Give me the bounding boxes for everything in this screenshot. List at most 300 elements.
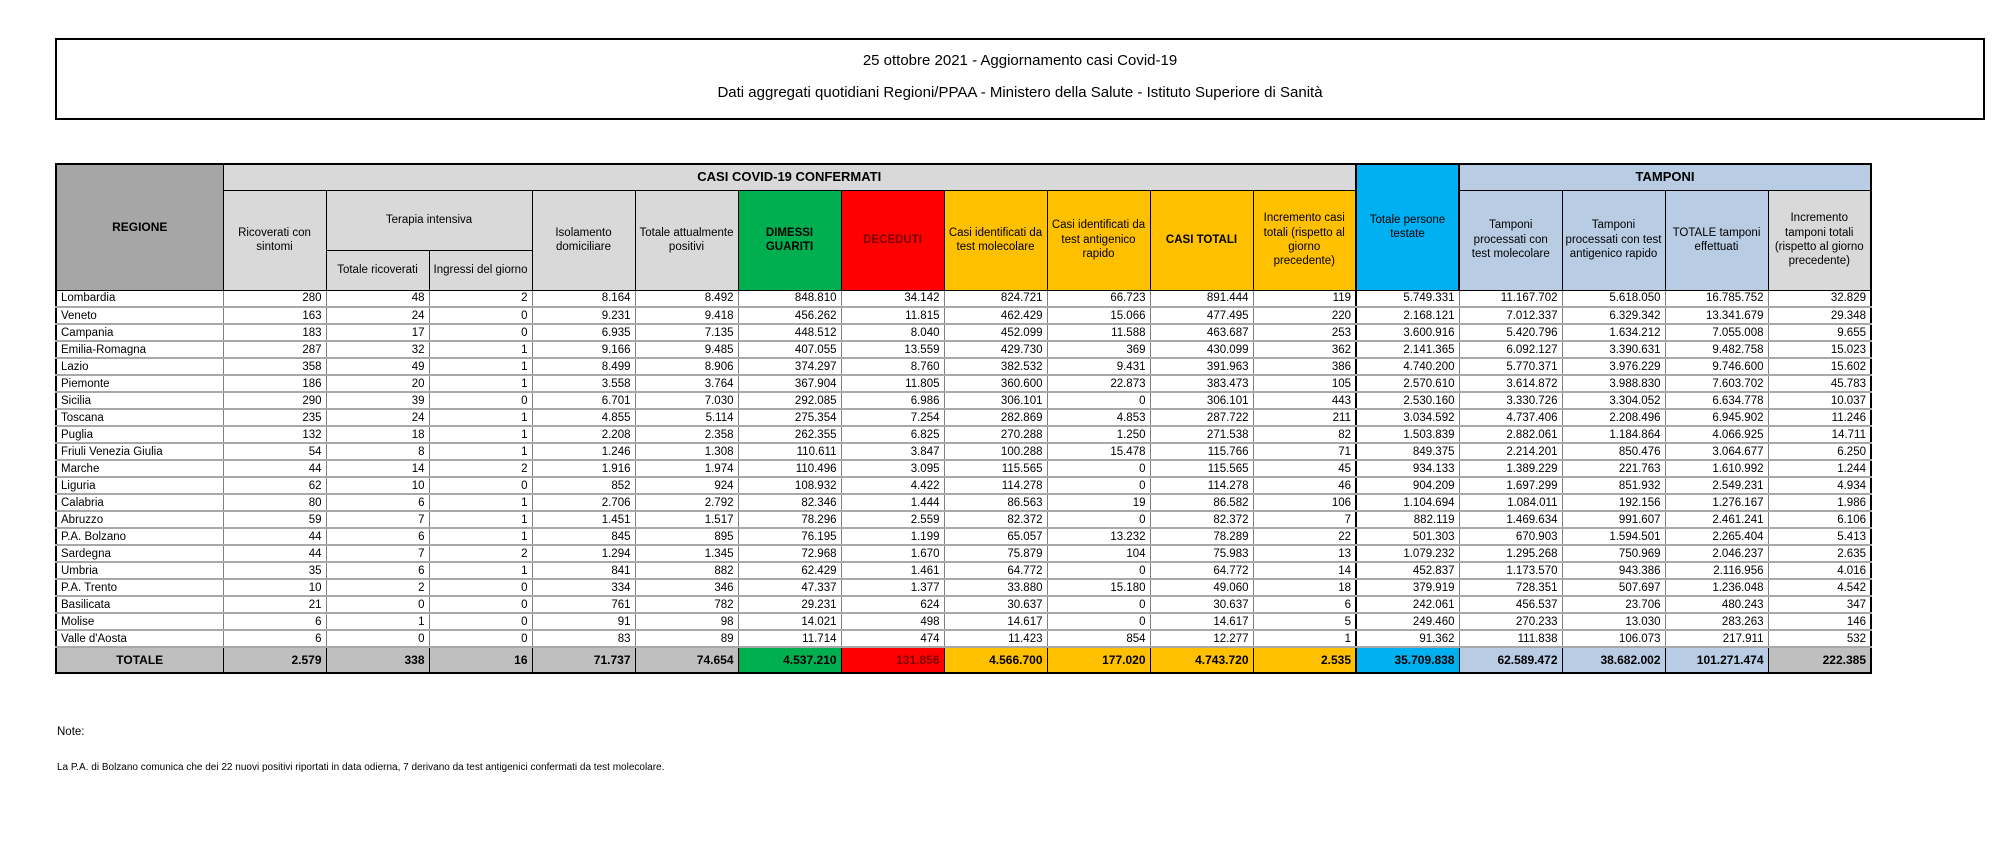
value-cell: 270.288 <box>944 426 1047 443</box>
value-cell: 7.135 <box>635 324 738 341</box>
value-cell: 20 <box>326 375 429 392</box>
value-cell: 5 <box>1253 613 1356 630</box>
region-cell: Campania <box>56 324 223 341</box>
covid-data-table <box>55 163 1872 674</box>
value-cell: 306.101 <box>1150 392 1253 409</box>
value-cell: 1.461 <box>841 562 944 579</box>
notes-body: La P.A. di Bolzano comunica che dei 22 nuovi positivi riportati in data odierna, 7 derivano da test antigenici confermati da test molecolare. <box>57 762 665 773</box>
value-cell: 62 <box>223 477 326 494</box>
column-header-incremento-tamponi: Incremento tamponi totali (rispetto al giorno precedente) <box>1768 190 1871 290</box>
value-cell: 3.764 <box>635 375 738 392</box>
column-header-tamponi-molecolare: Tamponi processati con test molecolare <box>1459 190 1562 290</box>
value-cell: 306.101 <box>944 392 1047 409</box>
value-cell: 462.429 <box>944 307 1047 324</box>
table-row <box>56 511 1871 528</box>
value-cell: 845 <box>532 528 635 545</box>
value-cell: 4.016 <box>1768 562 1871 579</box>
value-cell: 895 <box>635 528 738 545</box>
value-cell: 6 <box>223 630 326 647</box>
value-cell: 3.095 <box>841 460 944 477</box>
table-row <box>56 443 1871 460</box>
value-cell: 1.974 <box>635 460 738 477</box>
value-cell: 100.288 <box>944 443 1047 460</box>
value-cell: 7.603.702 <box>1665 375 1768 392</box>
value-cell: 4.853 <box>1047 409 1150 426</box>
value-cell: 89 <box>635 630 738 647</box>
value-cell: 10.037 <box>1768 392 1871 409</box>
value-cell: 82 <box>1253 426 1356 443</box>
value-cell: 891.444 <box>1150 290 1253 307</box>
value-cell: 1.670 <box>841 545 944 562</box>
value-cell: 11.423 <box>944 630 1047 647</box>
value-cell: 249.460 <box>1356 613 1459 630</box>
value-cell: 347 <box>1768 596 1871 613</box>
value-cell: 934.133 <box>1356 460 1459 477</box>
column-header-tamponi-antigenico: Tamponi processati con test antigenico rapido <box>1562 190 1665 290</box>
value-cell: 1 <box>429 511 532 528</box>
value-cell: 132 <box>223 426 326 443</box>
value-cell: 1.634.212 <box>1562 324 1665 341</box>
value-cell: 1.308 <box>635 443 738 460</box>
value-cell: 6 <box>1253 596 1356 613</box>
value-cell: 1.594.501 <box>1562 528 1665 545</box>
table-row <box>56 494 1871 511</box>
value-cell: 1.184.864 <box>1562 426 1665 443</box>
table-row <box>56 460 1871 477</box>
totale-value-cell: 131.856 <box>841 647 944 673</box>
totale-value-cell: 74.654 <box>635 647 738 673</box>
value-cell: 6.092.127 <box>1459 341 1562 358</box>
table-row <box>56 307 1871 324</box>
value-cell: 13 <box>1253 545 1356 562</box>
value-cell: 270.233 <box>1459 613 1562 630</box>
value-cell: 6.945.902 <box>1665 409 1768 426</box>
value-cell: 29.231 <box>738 596 841 613</box>
totale-row <box>56 647 1871 673</box>
value-cell: 1 <box>429 426 532 443</box>
value-cell: 192.156 <box>1562 494 1665 511</box>
value-cell: 2.046.237 <box>1665 545 1768 562</box>
value-cell: 1 <box>1253 630 1356 647</box>
totale-value-cell: 338 <box>326 647 429 673</box>
value-cell: 0 <box>1047 460 1150 477</box>
table-body <box>56 290 1871 673</box>
table-row <box>56 409 1871 426</box>
value-cell: 6.935 <box>532 324 635 341</box>
region-cell: Abruzzo <box>56 511 223 528</box>
totale-value-cell: 177.020 <box>1047 647 1150 673</box>
totale-label: TOTALE <box>56 647 223 673</box>
value-cell: 19 <box>1047 494 1150 511</box>
value-cell: 1 <box>326 613 429 630</box>
covid-data-table-wrap <box>55 163 1872 674</box>
value-cell: 456.537 <box>1459 596 1562 613</box>
column-header-incremento-casi: Incremento casi totali (rispetto al giorno precedente) <box>1253 190 1356 290</box>
value-cell: 78.296 <box>738 511 841 528</box>
value-cell: 11.167.702 <box>1459 290 1562 307</box>
value-cell: 10 <box>326 477 429 494</box>
value-cell: 1.244 <box>1768 460 1871 477</box>
value-cell: 498 <box>841 613 944 630</box>
value-cell: 4.934 <box>1768 477 1871 494</box>
value-cell: 1.294 <box>532 545 635 562</box>
region-cell: Toscana <box>56 409 223 426</box>
value-cell: 34.142 <box>841 290 944 307</box>
value-cell: 22 <box>1253 528 1356 545</box>
value-cell: 6 <box>326 494 429 511</box>
value-cell: 271.538 <box>1150 426 1253 443</box>
value-cell: 3.600.916 <box>1356 324 1459 341</box>
value-cell: 407.055 <box>738 341 841 358</box>
region-cell: P.A. Bolzano <box>56 528 223 545</box>
value-cell: 13.341.679 <box>1665 307 1768 324</box>
value-cell: 104 <box>1047 545 1150 562</box>
value-cell: 23.706 <box>1562 596 1665 613</box>
value-cell: 761 <box>532 596 635 613</box>
value-cell: 275.354 <box>738 409 841 426</box>
region-cell: Puglia <box>56 426 223 443</box>
column-header-casi-totali: CASI TOTALI <box>1150 190 1253 290</box>
value-cell: 235 <box>223 409 326 426</box>
value-cell: 290 <box>223 392 326 409</box>
value-cell: 1.104.694 <box>1356 494 1459 511</box>
value-cell: 15.023 <box>1768 341 1871 358</box>
value-cell: 7.012.337 <box>1459 307 1562 324</box>
table-row <box>56 596 1871 613</box>
value-cell: 253 <box>1253 324 1356 341</box>
value-cell: 82.346 <box>738 494 841 511</box>
report-title: 25 ottobre 2021 - Aggiornamento casi Covid-19 <box>862 52 1178 69</box>
value-cell: 1.610.992 <box>1665 460 1768 477</box>
value-cell: 32 <box>326 341 429 358</box>
value-cell: 1.517 <box>635 511 738 528</box>
value-cell: 9.166 <box>532 341 635 358</box>
table-row <box>56 324 1871 341</box>
totale-value-cell: 2.579 <box>223 647 326 673</box>
region-cell: Sicilia <box>56 392 223 409</box>
value-cell: 1 <box>429 494 532 511</box>
value-cell: 44 <box>223 460 326 477</box>
value-cell: 86.563 <box>944 494 1047 511</box>
table-row <box>56 358 1871 375</box>
value-cell: 39 <box>326 392 429 409</box>
value-cell: 924 <box>635 477 738 494</box>
value-cell: 2 <box>429 545 532 562</box>
value-cell: 2.116.956 <box>1665 562 1768 579</box>
value-cell: 1 <box>429 562 532 579</box>
value-cell: 750.969 <box>1562 545 1665 562</box>
value-cell: 106 <box>1253 494 1356 511</box>
value-cell: 114.278 <box>944 477 1047 494</box>
value-cell: 2.559 <box>841 511 944 528</box>
table-row <box>56 528 1871 545</box>
value-cell: 1.246 <box>532 443 635 460</box>
value-cell: 106.073 <box>1562 630 1665 647</box>
value-cell: 0 <box>1047 562 1150 579</box>
region-cell: Umbria <box>56 562 223 579</box>
region-cell: Lazio <box>56 358 223 375</box>
group-header-terapia-intensiva: Terapia intensiva <box>326 190 532 250</box>
column-header-dimessi-guariti: DIMESSI GUARITI <box>738 190 841 290</box>
value-cell: 9.418 <box>635 307 738 324</box>
value-cell: 850.476 <box>1562 443 1665 460</box>
value-cell: 882 <box>635 562 738 579</box>
value-cell: 3.614.872 <box>1459 375 1562 392</box>
value-cell: 5.420.796 <box>1459 324 1562 341</box>
value-cell: 6.634.778 <box>1665 392 1768 409</box>
value-cell: 391.963 <box>1150 358 1253 375</box>
value-cell: 1.986 <box>1768 494 1871 511</box>
value-cell: 65.057 <box>944 528 1047 545</box>
totale-value-cell: 38.682.002 <box>1562 647 1665 673</box>
value-cell: 62.429 <box>738 562 841 579</box>
value-cell: 1.469.634 <box>1459 511 1562 528</box>
region-cell: Sardegna <box>56 545 223 562</box>
value-cell: 1.173.570 <box>1459 562 1562 579</box>
totale-value-cell: 35.709.838 <box>1356 647 1459 673</box>
value-cell: 1.250 <box>1047 426 1150 443</box>
value-cell: 0 <box>326 630 429 647</box>
totale-value-cell: 16 <box>429 647 532 673</box>
value-cell: 7 <box>326 545 429 562</box>
value-cell: 2 <box>326 579 429 596</box>
value-cell: 383.473 <box>1150 375 1253 392</box>
value-cell: 0 <box>429 477 532 494</box>
value-cell: 0 <box>429 324 532 341</box>
value-cell: 5.770.371 <box>1459 358 1562 375</box>
column-header-totale-ricoverati: Totale ricoverati <box>326 250 429 290</box>
value-cell: 3.304.052 <box>1562 392 1665 409</box>
value-cell: 6.701 <box>532 392 635 409</box>
value-cell: 287 <box>223 341 326 358</box>
value-cell: 14.617 <box>944 613 1047 630</box>
value-cell: 1 <box>429 409 532 426</box>
value-cell: 0 <box>1047 477 1150 494</box>
value-cell: 4.542 <box>1768 579 1871 596</box>
value-cell: 6 <box>326 528 429 545</box>
value-cell: 532 <box>1768 630 1871 647</box>
value-cell: 75.879 <box>944 545 1047 562</box>
value-cell: 477.495 <box>1150 307 1253 324</box>
table-row <box>56 392 1871 409</box>
value-cell: 1.276.167 <box>1665 494 1768 511</box>
value-cell: 64.772 <box>1150 562 1253 579</box>
value-cell: 4.740.200 <box>1356 358 1459 375</box>
value-cell: 115.766 <box>1150 443 1253 460</box>
value-cell: 882.119 <box>1356 511 1459 528</box>
value-cell: 32.829 <box>1768 290 1871 307</box>
value-cell: 6 <box>326 562 429 579</box>
value-cell: 1.345 <box>635 545 738 562</box>
totale-value-cell: 71.737 <box>532 647 635 673</box>
value-cell: 379.919 <box>1356 579 1459 596</box>
value-cell: 10 <box>223 579 326 596</box>
value-cell: 1.503.839 <box>1356 426 1459 443</box>
totale-value-cell: 101.271.474 <box>1665 647 1768 673</box>
value-cell: 35 <box>223 562 326 579</box>
value-cell: 367.904 <box>738 375 841 392</box>
value-cell: 8 <box>326 443 429 460</box>
value-cell: 1.444 <box>841 494 944 511</box>
value-cell: 2.208.496 <box>1562 409 1665 426</box>
value-cell: 6.825 <box>841 426 944 443</box>
value-cell: 105 <box>1253 375 1356 392</box>
value-cell: 0 <box>429 613 532 630</box>
value-cell: 501.303 <box>1356 528 1459 545</box>
value-cell: 6.986 <box>841 392 944 409</box>
value-cell: 2.570.610 <box>1356 375 1459 392</box>
value-cell: 24 <box>326 409 429 426</box>
value-cell: 443 <box>1253 392 1356 409</box>
value-cell: 220 <box>1253 307 1356 324</box>
value-cell: 13.559 <box>841 341 944 358</box>
value-cell: 98 <box>635 613 738 630</box>
value-cell: 66.723 <box>1047 290 1150 307</box>
value-cell: 9.231 <box>532 307 635 324</box>
region-cell: Liguria <box>56 477 223 494</box>
value-cell: 0 <box>326 596 429 613</box>
value-cell: 452.099 <box>944 324 1047 341</box>
value-cell: 8.164 <box>532 290 635 307</box>
value-cell: 9.746.600 <box>1665 358 1768 375</box>
value-cell: 11.246 <box>1768 409 1871 426</box>
value-cell: 1 <box>429 375 532 392</box>
region-cell: Marche <box>56 460 223 477</box>
value-cell: 824.721 <box>944 290 1047 307</box>
value-cell: 2.168.121 <box>1356 307 1459 324</box>
value-cell: 4.422 <box>841 477 944 494</box>
value-cell: 45.783 <box>1768 375 1871 392</box>
report-subtitle: Dati aggregati quotidiani Regioni/PPAA - Ministero della Salute - Istituto Superiore di Sanità <box>717 84 1323 101</box>
value-cell: 71 <box>1253 443 1356 460</box>
value-cell: 14 <box>1253 562 1356 579</box>
value-cell: 46 <box>1253 477 1356 494</box>
value-cell: 7.030 <box>635 392 738 409</box>
value-cell: 21 <box>223 596 326 613</box>
value-cell: 670.903 <box>1459 528 1562 545</box>
value-cell: 0 <box>1047 511 1150 528</box>
value-cell: 14.617 <box>1150 613 1253 630</box>
value-cell: 2.706 <box>532 494 635 511</box>
totale-value-cell: 222.385 <box>1768 647 1871 673</box>
table-row <box>56 630 1871 647</box>
value-cell: 9.482.758 <box>1665 341 1768 358</box>
value-cell: 5.749.331 <box>1356 290 1459 307</box>
value-cell: 262.355 <box>738 426 841 443</box>
value-cell: 0 <box>1047 392 1150 409</box>
value-cell: 110.496 <box>738 460 841 477</box>
value-cell: 1.079.232 <box>1356 545 1459 562</box>
region-cell: P.A. Trento <box>56 579 223 596</box>
value-cell: 16.785.752 <box>1665 290 1768 307</box>
value-cell: 24 <box>326 307 429 324</box>
value-cell: 8.492 <box>635 290 738 307</box>
value-cell: 1.451 <box>532 511 635 528</box>
column-header-totale-tamponi: TOTALE tamponi effettuati <box>1665 190 1768 290</box>
value-cell: 0 <box>1047 596 1150 613</box>
value-cell: 2.549.231 <box>1665 477 1768 494</box>
value-cell: 334 <box>532 579 635 596</box>
region-cell: Molise <box>56 613 223 630</box>
value-cell: 18 <box>1253 579 1356 596</box>
column-header-isolamento: Isolamento domiciliare <box>532 190 635 290</box>
report-title-box <box>55 38 1985 120</box>
value-cell: 80 <box>223 494 326 511</box>
value-cell: 33.880 <box>944 579 1047 596</box>
value-cell: 11.805 <box>841 375 944 392</box>
table-row <box>56 579 1871 596</box>
value-cell: 114.278 <box>1150 477 1253 494</box>
value-cell: 30.637 <box>944 596 1047 613</box>
value-cell: 44 <box>223 545 326 562</box>
value-cell: 2.358 <box>635 426 738 443</box>
value-cell: 1.377 <box>841 579 944 596</box>
value-cell: 0 <box>429 630 532 647</box>
value-cell: 3.330.726 <box>1459 392 1562 409</box>
value-cell: 15.478 <box>1047 443 1150 460</box>
value-cell: 1 <box>429 341 532 358</box>
value-cell: 4.066.925 <box>1665 426 1768 443</box>
group-header-casi-confermati: CASI COVID-19 CONFERMATI <box>223 164 1356 190</box>
region-cell: Emilia-Romagna <box>56 341 223 358</box>
value-cell: 2 <box>429 460 532 477</box>
value-cell: 49.060 <box>1150 579 1253 596</box>
value-cell: 360.600 <box>944 375 1047 392</box>
value-cell: 4.737.406 <box>1459 409 1562 426</box>
value-cell: 217.911 <box>1665 630 1768 647</box>
value-cell: 9.431 <box>1047 358 1150 375</box>
value-cell: 14.711 <box>1768 426 1871 443</box>
value-cell: 13.232 <box>1047 528 1150 545</box>
value-cell: 72.968 <box>738 545 841 562</box>
value-cell: 448.512 <box>738 324 841 341</box>
value-cell: 5.413 <box>1768 528 1871 545</box>
value-cell: 287.722 <box>1150 409 1253 426</box>
value-cell: 852 <box>532 477 635 494</box>
table-row <box>56 477 1871 494</box>
value-cell: 456.262 <box>738 307 841 324</box>
value-cell: 3.390.631 <box>1562 341 1665 358</box>
value-cell: 358 <box>223 358 326 375</box>
value-cell: 382.532 <box>944 358 1047 375</box>
value-cell: 183 <box>223 324 326 341</box>
value-cell: 7 <box>326 511 429 528</box>
value-cell: 841 <box>532 562 635 579</box>
value-cell: 280 <box>223 290 326 307</box>
value-cell: 47.337 <box>738 579 841 596</box>
table-row <box>56 290 1871 307</box>
region-cell: Basilicata <box>56 596 223 613</box>
value-cell: 54 <box>223 443 326 460</box>
value-cell: 221.763 <box>1562 460 1665 477</box>
value-cell: 2.265.404 <box>1665 528 1768 545</box>
region-cell: Piemonte <box>56 375 223 392</box>
value-cell: 362 <box>1253 341 1356 358</box>
value-cell: 2.792 <box>635 494 738 511</box>
value-cell: 5.618.050 <box>1562 290 1665 307</box>
value-cell: 374.297 <box>738 358 841 375</box>
totale-value-cell: 2.535 <box>1253 647 1356 673</box>
value-cell: 242.061 <box>1356 596 1459 613</box>
value-cell: 29.348 <box>1768 307 1871 324</box>
value-cell: 8.760 <box>841 358 944 375</box>
value-cell: 76.195 <box>738 528 841 545</box>
value-cell: 1.084.011 <box>1459 494 1562 511</box>
value-cell: 22.873 <box>1047 375 1150 392</box>
value-cell: 2.635 <box>1768 545 1871 562</box>
value-cell: 0 <box>1047 613 1150 630</box>
value-cell: 82.372 <box>944 511 1047 528</box>
